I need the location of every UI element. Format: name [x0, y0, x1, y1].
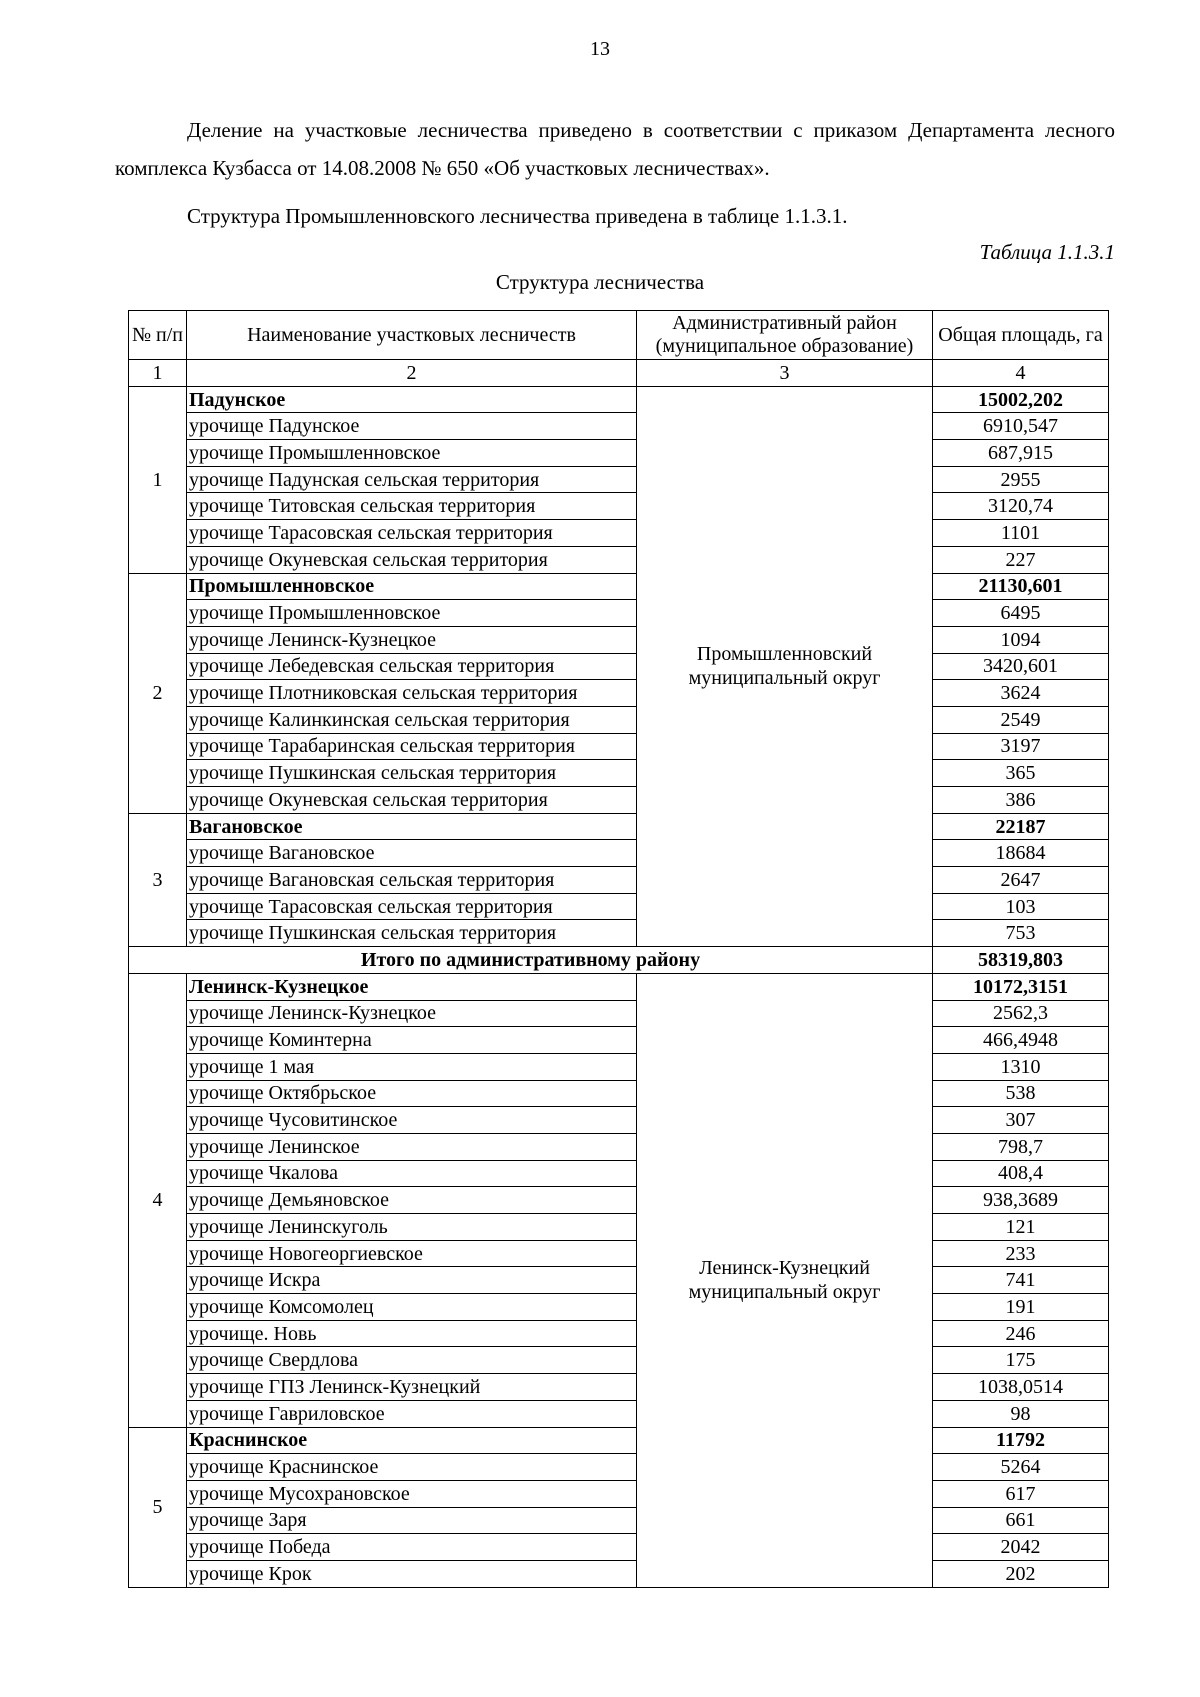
col-number-2: 2 — [187, 360, 637, 387]
group-area: 21130,601 — [933, 573, 1109, 600]
tract-name: урочище Коминтерна — [187, 1027, 637, 1054]
tract-area: 202 — [933, 1560, 1109, 1587]
tract-name: урочище Демьяновское — [187, 1187, 637, 1214]
tract-name: урочище Падунское — [187, 413, 637, 440]
tract-area: 191 — [933, 1294, 1109, 1321]
table-row — [129, 1053, 1109, 1080]
tract-area: 121 — [933, 1214, 1109, 1241]
group-area: 22187 — [933, 813, 1109, 840]
tract-area: 18684 — [933, 840, 1109, 867]
tract-name: урочище Ленинск-Кузнецкое — [187, 626, 637, 653]
group-number: 1 — [129, 386, 187, 573]
tract-area: 1101 — [933, 520, 1109, 547]
tract-area: 103 — [933, 893, 1109, 920]
tract-name: урочище Промышленновское — [187, 440, 637, 467]
table-row — [129, 867, 1109, 894]
tract-area: 538 — [933, 1080, 1109, 1107]
tract-area: 227 — [933, 546, 1109, 573]
table-row — [129, 413, 1109, 440]
tract-name: урочище Краснинское — [187, 1454, 637, 1481]
table-row — [129, 1000, 1109, 1027]
tract-name: урочище Ленинск-Кузнецкое — [187, 1000, 637, 1027]
group-number: 2 — [129, 573, 187, 813]
tract-name: урочище Искра — [187, 1267, 637, 1294]
tract-area: 98 — [933, 1400, 1109, 1427]
tract-area: 3120,74 — [933, 493, 1109, 520]
tract-area: 938,3689 — [933, 1187, 1109, 1214]
group-name: Краснинское — [187, 1427, 637, 1454]
table-row — [129, 840, 1109, 867]
tract-name: урочище Свердлова — [187, 1347, 637, 1374]
tract-area: 617 — [933, 1480, 1109, 1507]
tract-area: 365 — [933, 760, 1109, 787]
header-district: Административный район (муниципальное образование) — [637, 311, 933, 360]
table-row — [129, 920, 1109, 947]
table-row — [129, 893, 1109, 920]
header-name: Наименование участковых лесничеств — [187, 311, 637, 360]
group-area: 15002,202 — [933, 386, 1109, 413]
table-row — [129, 520, 1109, 547]
tract-area: 246 — [933, 1320, 1109, 1347]
table-row — [129, 1480, 1109, 1507]
table-row — [129, 626, 1109, 653]
tract-name: урочище Вагановское — [187, 840, 637, 867]
group-area: 11792 — [933, 1427, 1109, 1454]
tract-name: урочище Мусохрановское — [187, 1480, 637, 1507]
tract-name: урочище Лебедевская сельская территория — [187, 653, 637, 680]
tract-area: 753 — [933, 920, 1109, 947]
table-row — [129, 1320, 1109, 1347]
tract-area: 5264 — [933, 1454, 1109, 1481]
tract-name: урочище Пушкинская сельская территория — [187, 920, 637, 947]
table-row — [129, 1507, 1109, 1534]
tract-area: 741 — [933, 1267, 1109, 1294]
header-area: Общая площадь, га — [933, 311, 1109, 360]
tract-name: урочище Падунская сельская территория — [187, 466, 637, 493]
tract-name: урочище Титовская сельская территория — [187, 493, 637, 520]
subtotal-row — [129, 947, 1109, 974]
tract-area: 307 — [933, 1107, 1109, 1134]
header-number: № п/п — [129, 311, 187, 360]
tract-area: 2562,3 — [933, 1000, 1109, 1027]
table-row — [129, 1107, 1109, 1134]
tract-name: урочище Окуневская сельская территория — [187, 787, 637, 814]
tract-area: 2647 — [933, 867, 1109, 894]
table-header-row — [129, 311, 1109, 360]
table-row — [129, 1267, 1109, 1294]
tract-name: урочище Тарасовская сельская территория — [187, 893, 637, 920]
tract-area: 1310 — [933, 1053, 1109, 1080]
table-row — [129, 680, 1109, 707]
group-name: Вагановское — [187, 813, 637, 840]
table-row — [129, 1427, 1109, 1454]
tract-area: 1094 — [933, 626, 1109, 653]
table-row — [129, 706, 1109, 733]
tract-area: 3624 — [933, 680, 1109, 707]
tract-name: урочище ГПЗ Ленинск-Кузнецкий — [187, 1374, 637, 1401]
table-row — [129, 1400, 1109, 1427]
table-title: Структура лесничества — [495, 270, 705, 294]
group-name: Ленинск-Кузнецкое — [187, 973, 637, 1000]
group-name: Падунское — [187, 386, 637, 413]
tract-area: 2549 — [933, 706, 1109, 733]
tract-area: 2042 — [933, 1534, 1109, 1561]
group-number: 5 — [129, 1427, 187, 1587]
tract-area: 386 — [933, 787, 1109, 814]
tract-area: 3197 — [933, 733, 1109, 760]
tract-name: урочище Крок — [187, 1560, 637, 1587]
tract-area: 6910,547 — [933, 413, 1109, 440]
tract-name: урочище Чусовитинское — [187, 1107, 637, 1134]
table-row — [129, 573, 1109, 600]
table-row — [129, 1160, 1109, 1187]
table-row — [129, 1027, 1109, 1054]
tract-area: 233 — [933, 1240, 1109, 1267]
table-row — [129, 1187, 1109, 1214]
table-row — [129, 1080, 1109, 1107]
tract-name: урочище Промышленновское — [187, 600, 637, 627]
group-area: 10172,3151 — [933, 973, 1109, 1000]
subtotal-area: 58319,803 — [933, 947, 1109, 974]
table-row — [129, 466, 1109, 493]
tract-area: 408,4 — [933, 1160, 1109, 1187]
table-row — [129, 1560, 1109, 1587]
tract-name: урочище Вагановская сельская территория — [187, 867, 637, 894]
intro-paragraph: Деление на участковые лесничества приведено в соответствии с приказом Департамента лесного комплекса Кузбасса от 14.08.2008 № 650 «Об участковых лесничествах». — [115, 118, 1115, 180]
tract-name: урочище Победа — [187, 1534, 637, 1561]
tract-name: урочище Новогеоргиевское — [187, 1240, 637, 1267]
tract-area: 2955 — [933, 466, 1109, 493]
table-row — [129, 1347, 1109, 1374]
col-number-1: 1 — [129, 360, 187, 387]
table-row — [129, 787, 1109, 814]
tract-name: урочище Тарабаринская сельская территория — [187, 733, 637, 760]
col-number-4: 4 — [933, 360, 1109, 387]
col-number-3: 3 — [637, 360, 933, 387]
tract-name: урочище Комсомолец — [187, 1294, 637, 1321]
tract-area: 687,915 — [933, 440, 1109, 467]
group-number: 4 — [129, 973, 187, 1427]
forestry-structure-table — [128, 310, 1109, 1588]
tract-area: 6495 — [933, 600, 1109, 627]
group-name: Промышленновское — [187, 573, 637, 600]
tract-name: урочище. Новь — [187, 1320, 637, 1347]
table-row — [129, 600, 1109, 627]
table-row — [129, 1214, 1109, 1241]
table-row — [129, 760, 1109, 787]
tract-name: урочище Октябрьское — [187, 1080, 637, 1107]
tract-area: 798,7 — [933, 1133, 1109, 1160]
subtotal-label: Итого по административному району — [129, 947, 933, 974]
tract-area: 466,4948 — [933, 1027, 1109, 1054]
table-row — [129, 1374, 1109, 1401]
page-number: 13 — [590, 38, 610, 60]
table-row — [129, 973, 1109, 1000]
table-row — [129, 1240, 1109, 1267]
tract-area: 661 — [933, 1507, 1109, 1534]
tract-name: урочище Ленинскуголь — [187, 1214, 637, 1241]
table-row — [129, 1534, 1109, 1561]
tract-area: 3420,601 — [933, 653, 1109, 680]
tract-name: урочище Тарасовская сельская территория — [187, 520, 637, 547]
tract-name: урочище Ленинское — [187, 1133, 637, 1160]
table-row — [129, 493, 1109, 520]
tract-name: урочище Калинкинская сельская территория — [187, 706, 637, 733]
tract-name: урочище Плотниковская сельская территория — [187, 680, 637, 707]
table-row — [129, 733, 1109, 760]
tract-name: урочище Заря — [187, 1507, 637, 1534]
table-row — [129, 546, 1109, 573]
table-row — [129, 440, 1109, 467]
tract-area: 175 — [933, 1347, 1109, 1374]
tract-name: урочище Гавриловское — [187, 1400, 637, 1427]
tract-name: урочище Пушкинская сельская территория — [187, 760, 637, 787]
table-number: Таблица 1.1.3.1 — [979, 240, 1115, 264]
column-number-row — [129, 360, 1109, 387]
group-number: 3 — [129, 813, 187, 946]
table-row — [129, 653, 1109, 680]
tract-name: урочище Чкалова — [187, 1160, 637, 1187]
table-row — [129, 813, 1109, 840]
table-body — [129, 386, 1109, 1587]
district-name: Ленинск-Кузнецкий муниципальный округ — [637, 973, 933, 1587]
table-row — [129, 1294, 1109, 1321]
table-row — [129, 1133, 1109, 1160]
tract-name: урочище Окуневская сельская территория — [187, 546, 637, 573]
table-row — [129, 386, 1109, 413]
tract-area: 1038,0514 — [933, 1374, 1109, 1401]
table-row — [129, 1454, 1109, 1481]
tract-name: урочище 1 мая — [187, 1053, 637, 1080]
structure-paragraph: Структура Промышленновского лесничества приведена в таблице 1.1.3.1. — [187, 204, 848, 228]
district-name: Промышленновский муниципальный округ — [637, 386, 933, 946]
